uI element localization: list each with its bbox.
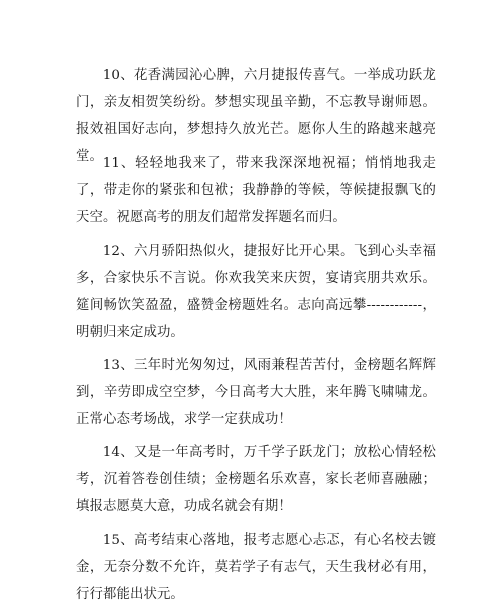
- paragraph-11: 11、轻轻地我来了，带来我深深地祝福；悄悄地我走了，带走你的紧张和包袱；我静静的等候，等候捷报飘飞的天空。祝愿高考的朋友们超常发挥题名而归。: [76, 156, 436, 225]
- paragraph-10: 10、花香满园沁心脾，六月捷报传喜气。一举成功跃龙门，亲友相贺笑纷纷。梦想实现虽辛勤，不忘教导谢师恩。报效祖国好志向，梦想持久放光芒。愿你人生的路越来越亮堂。: [76, 68, 436, 164]
- paragraph-12: 12、六月骄阳热似火，捷报好比开心果。飞到心头幸福多，合家快乐不言说。你欢我笑来庆贺，宴请宾朋共欢乐。筵间畅饮笑盈盈，盛赞金榜题姓名。志向高远攀------------，明朝归来定成功。: [76, 244, 436, 340]
- paragraph-14: 14、又是一年高考时，万千学子跃龙门；放松心情轻松考，沉着答卷创佳绩；金榜题名乐欢喜，家长老师喜融融；填报志愿莫大意，功成名就会有期！: [76, 445, 436, 514]
- paragraph-13: 13、三年时光匆匆过，风雨兼程苦苦付，金榜题名辉辉到，辛劳即成空空梦，今日高考大大胜，来年腾飞啸啸龙。正常心态考场战，求学一定获成功！: [76, 358, 436, 427]
- paragraph-15: 15、高考结束心落地，报考志愿心忐忑，有心名校去镀金，无奈分数不允许，莫若学子有志气，天生我材必有用，行行都能出状元。: [76, 533, 436, 602]
